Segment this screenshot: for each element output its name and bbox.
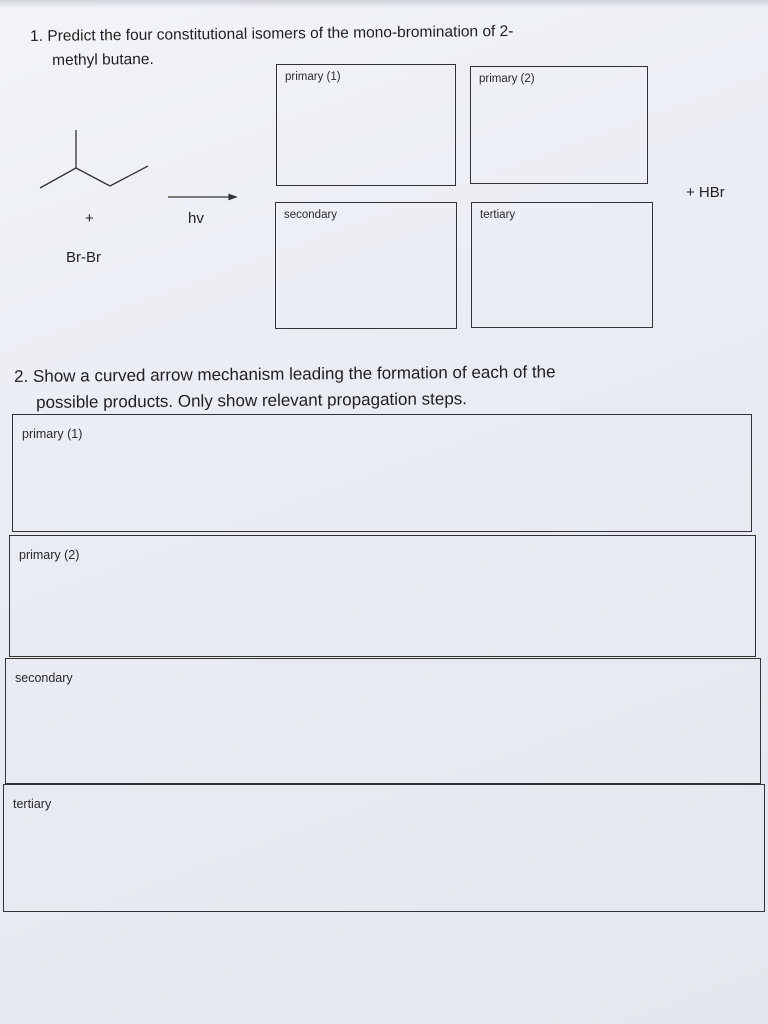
reaction-arrow-head: [229, 195, 236, 200]
answer-box-label: tertiary: [480, 209, 516, 221]
mechanism-box-label: tertiary: [13, 797, 52, 811]
skeleton-bond-middle: [76, 168, 110, 186]
question-2-line-2: possible products. Only show relevant propagation steps.: [36, 389, 468, 412]
mechanism-box-secondary[interactable]: [5, 658, 761, 784]
question-1-line-2: methyl butane.: [52, 50, 154, 69]
mechanism-box-primary-1[interactable]: [12, 414, 752, 532]
question-1-line-1: 1. Predict the four constitutional isomers of the mono-bromination of 2-: [30, 22, 514, 45]
reaction-arrow: [168, 195, 236, 200]
skeleton-bond-left: [40, 168, 76, 188]
question-2-line-1: 2. Show a curved arrow mechanism leading the formation of each of the: [14, 362, 556, 386]
answer-box-tertiary[interactable]: [471, 202, 653, 328]
bromine-reagent: Br-Br: [66, 249, 101, 266]
mechanism-box-tertiary[interactable]: [3, 784, 765, 912]
page-top-edge: [0, 0, 768, 8]
answer-box-primary-2[interactable]: [470, 66, 648, 184]
answer-box-label: primary (1): [285, 71, 341, 83]
mechanism-box-label: primary (2): [19, 548, 80, 562]
mechanism-box-label: primary (1): [22, 427, 83, 441]
plus-sign: +: [85, 210, 94, 227]
answer-box-secondary[interactable]: [275, 202, 457, 329]
answer-box-label: primary (2): [479, 73, 535, 85]
methylbutane-skeleton: [40, 130, 148, 188]
answer-box-label: secondary: [284, 209, 338, 221]
light-condition: hv: [188, 210, 204, 227]
mechanism-box-label: secondary: [15, 671, 73, 685]
skeleton-bond-right: [110, 166, 148, 186]
answer-box-primary-1[interactable]: [276, 64, 456, 186]
hbr-byproduct: + HBr: [686, 184, 725, 201]
mechanism-box-primary-2[interactable]: [9, 535, 756, 657]
